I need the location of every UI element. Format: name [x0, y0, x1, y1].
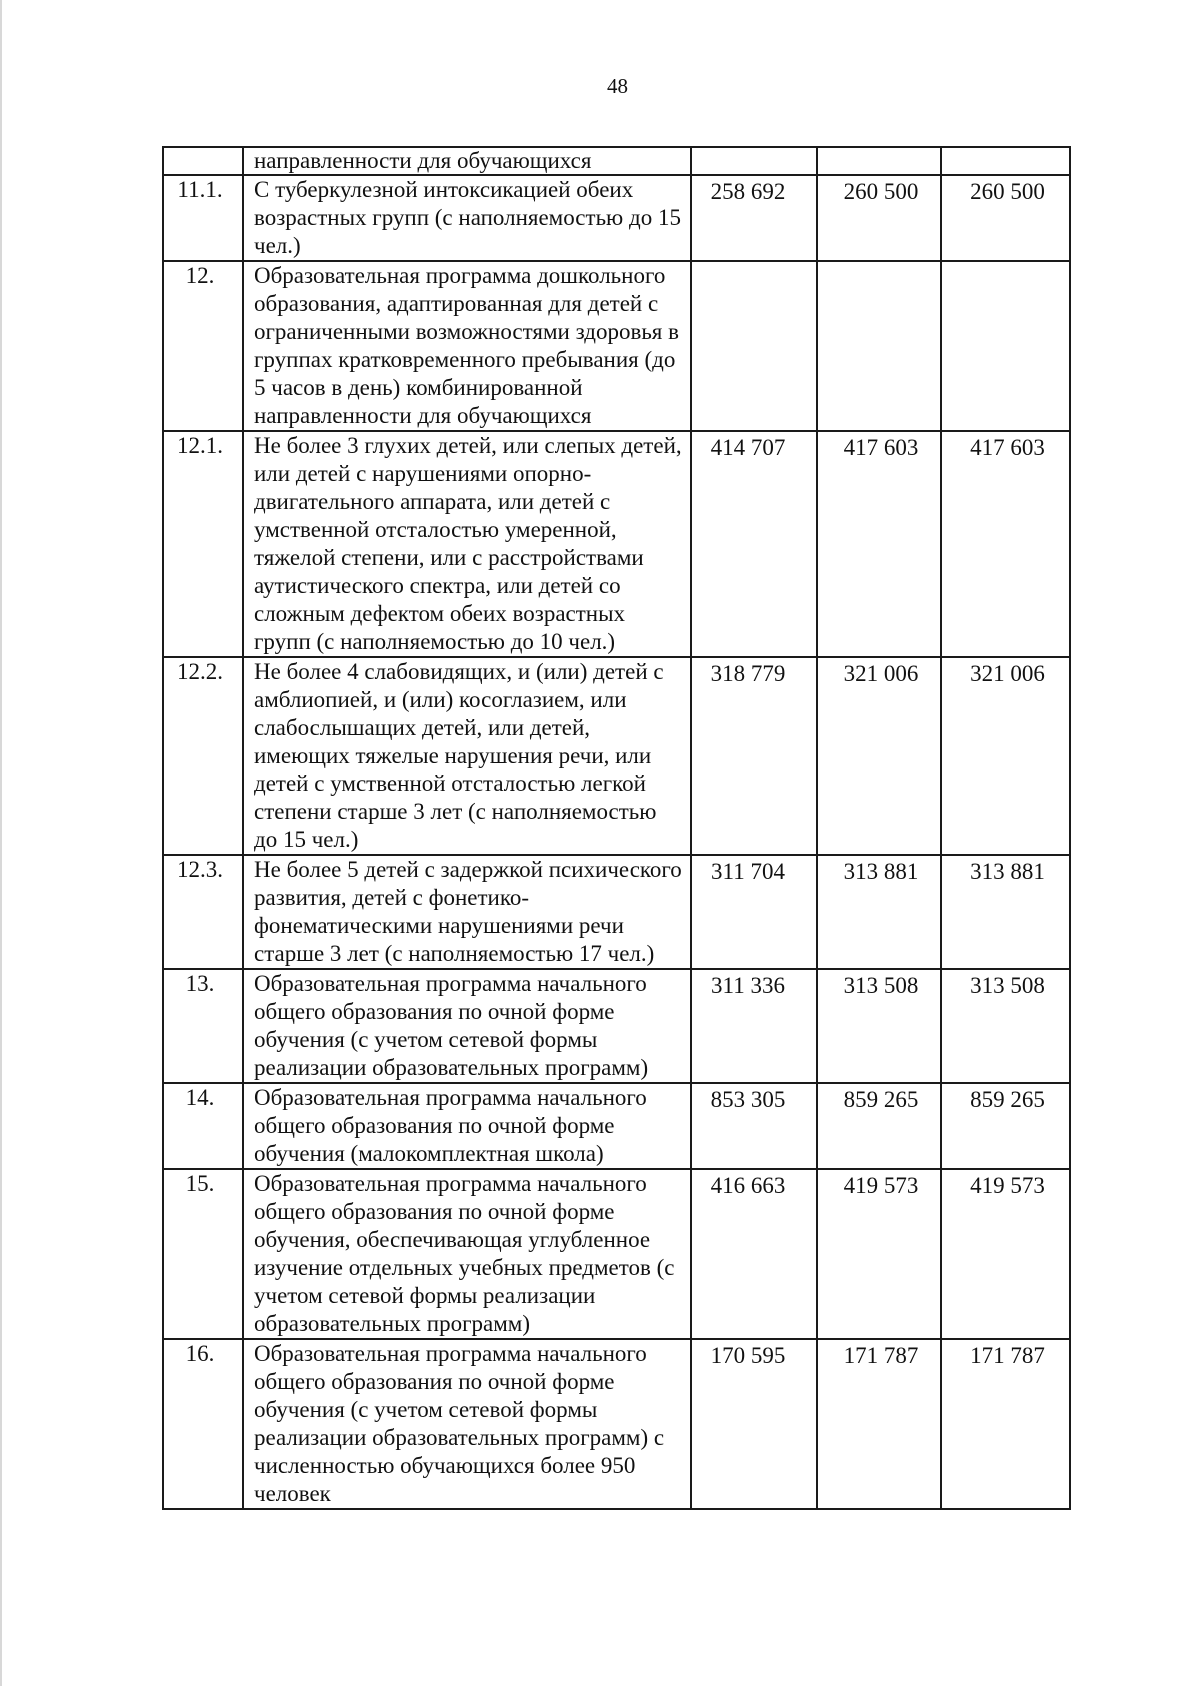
row-value-3 — [941, 261, 1070, 431]
table-row — [163, 261, 1070, 431]
row-value-3: 313 508 — [941, 969, 1070, 1083]
row-value-3: 419 573 — [941, 1169, 1070, 1339]
row-value-2: 260 500 — [817, 175, 941, 261]
table-row — [163, 431, 1070, 657]
row-value-3: 859 265 — [941, 1083, 1070, 1169]
row-value-1: 414 707 — [691, 431, 817, 657]
table-row — [163, 1083, 1070, 1169]
row-number — [163, 147, 243, 175]
row-number: 12.3. — [163, 855, 243, 969]
row-value-1 — [691, 147, 817, 175]
row-description: Не более 4 слабовидящих, и (или) детей с амблиопией, и (или) косоглазием, или слабослышащих детей, или детей, имеющих тяжелые нарушения речи, или детей с умственной отсталостью легкой степени старше 3 лет (с наполняемостью до 15 чел.) — [243, 657, 691, 855]
row-description: Не более 3 глухих детей, или слепых детей, или детей с нарушениями опорно-двигательного аппарата, или детей с умственной отсталостью умеренной, тяжелой степени, или с расстройствами аутистического спектра, или детей со сложным дефектом обеих возрастных групп (с наполняемостью до 10 чел.) — [243, 431, 691, 657]
row-description: Не более 5 детей с задержкой психического развития, детей с фонетико-фонематическими нарушениями речи старше 3 лет (с наполняемостью 17 чел.) — [243, 855, 691, 969]
row-description: Образовательная программа начального общего образования по очной форме обучения, обеспечивающая углубленное изучение отдельных учебных предметов (с учетом сетевой формы реализации образовательных программ) — [243, 1169, 691, 1339]
row-value-1: 853 305 — [691, 1083, 817, 1169]
row-value-3: 321 006 — [941, 657, 1070, 855]
row-value-2: 171 787 — [817, 1339, 941, 1509]
row-value-2 — [817, 147, 941, 175]
table-row — [163, 657, 1070, 855]
row-value-2: 419 573 — [817, 1169, 941, 1339]
row-number: 13. — [163, 969, 243, 1083]
row-value-3: 260 500 — [941, 175, 1070, 261]
row-description: Образовательная программа начального общего образования по очной форме обучения (малокомплектная школа) — [243, 1083, 691, 1169]
row-value-2: 321 006 — [817, 657, 941, 855]
row-value-3 — [941, 147, 1070, 175]
row-number: 14. — [163, 1083, 243, 1169]
row-value-2: 313 508 — [817, 969, 941, 1083]
table-row — [163, 147, 1070, 175]
row-number: 12.2. — [163, 657, 243, 855]
row-value-2: 859 265 — [817, 1083, 941, 1169]
row-value-3: 313 881 — [941, 855, 1070, 969]
table-row — [163, 175, 1070, 261]
row-description: Образовательная программа дошкольного образования, адаптированная для детей с ограниченными возможностями здоровья в группах кратковременного пребывания (до 5 часов в день) комбинированной направленности для обучающихся — [243, 261, 691, 431]
row-number: 15. — [163, 1169, 243, 1339]
table-row — [163, 1169, 1070, 1339]
page-number: 48 — [607, 74, 628, 98]
row-description: С туберкулезной интоксикацией обеих возрастных групп (с наполняемостью до 15 чел.) — [243, 175, 691, 261]
row-description: направленности для обучающихся — [243, 147, 691, 175]
row-number: 11.1. — [163, 175, 243, 261]
row-number: 12. — [163, 261, 243, 431]
row-description: Образовательная программа начального общего образования по очной форме обучения (с учетом сетевой формы реализации образовательных программ) с численностью обучающихся более 950 человек — [243, 1339, 691, 1509]
row-value-1 — [691, 261, 817, 431]
table-row — [163, 969, 1070, 1083]
tariff-table — [162, 146, 1071, 1510]
row-value-1: 318 779 — [691, 657, 817, 855]
table-body — [163, 147, 1070, 1509]
table-row — [163, 1339, 1070, 1509]
row-description: Образовательная программа начального общего образования по очной форме обучения (с учетом сетевой формы реализации образовательных программ) — [243, 969, 691, 1083]
row-value-1: 170 595 — [691, 1339, 817, 1509]
row-value-1: 258 692 — [691, 175, 817, 261]
row-number: 12.1. — [163, 431, 243, 657]
row-value-1: 311 704 — [691, 855, 817, 969]
row-value-3: 417 603 — [941, 431, 1070, 657]
row-value-3: 171 787 — [941, 1339, 1070, 1509]
row-value-2 — [817, 261, 941, 431]
table-row — [163, 855, 1070, 969]
scan-edge — [0, 0, 2, 1686]
row-value-1: 416 663 — [691, 1169, 817, 1339]
row-value-2: 313 881 — [817, 855, 941, 969]
row-value-2: 417 603 — [817, 431, 941, 657]
row-value-1: 311 336 — [691, 969, 817, 1083]
row-number: 16. — [163, 1339, 243, 1509]
